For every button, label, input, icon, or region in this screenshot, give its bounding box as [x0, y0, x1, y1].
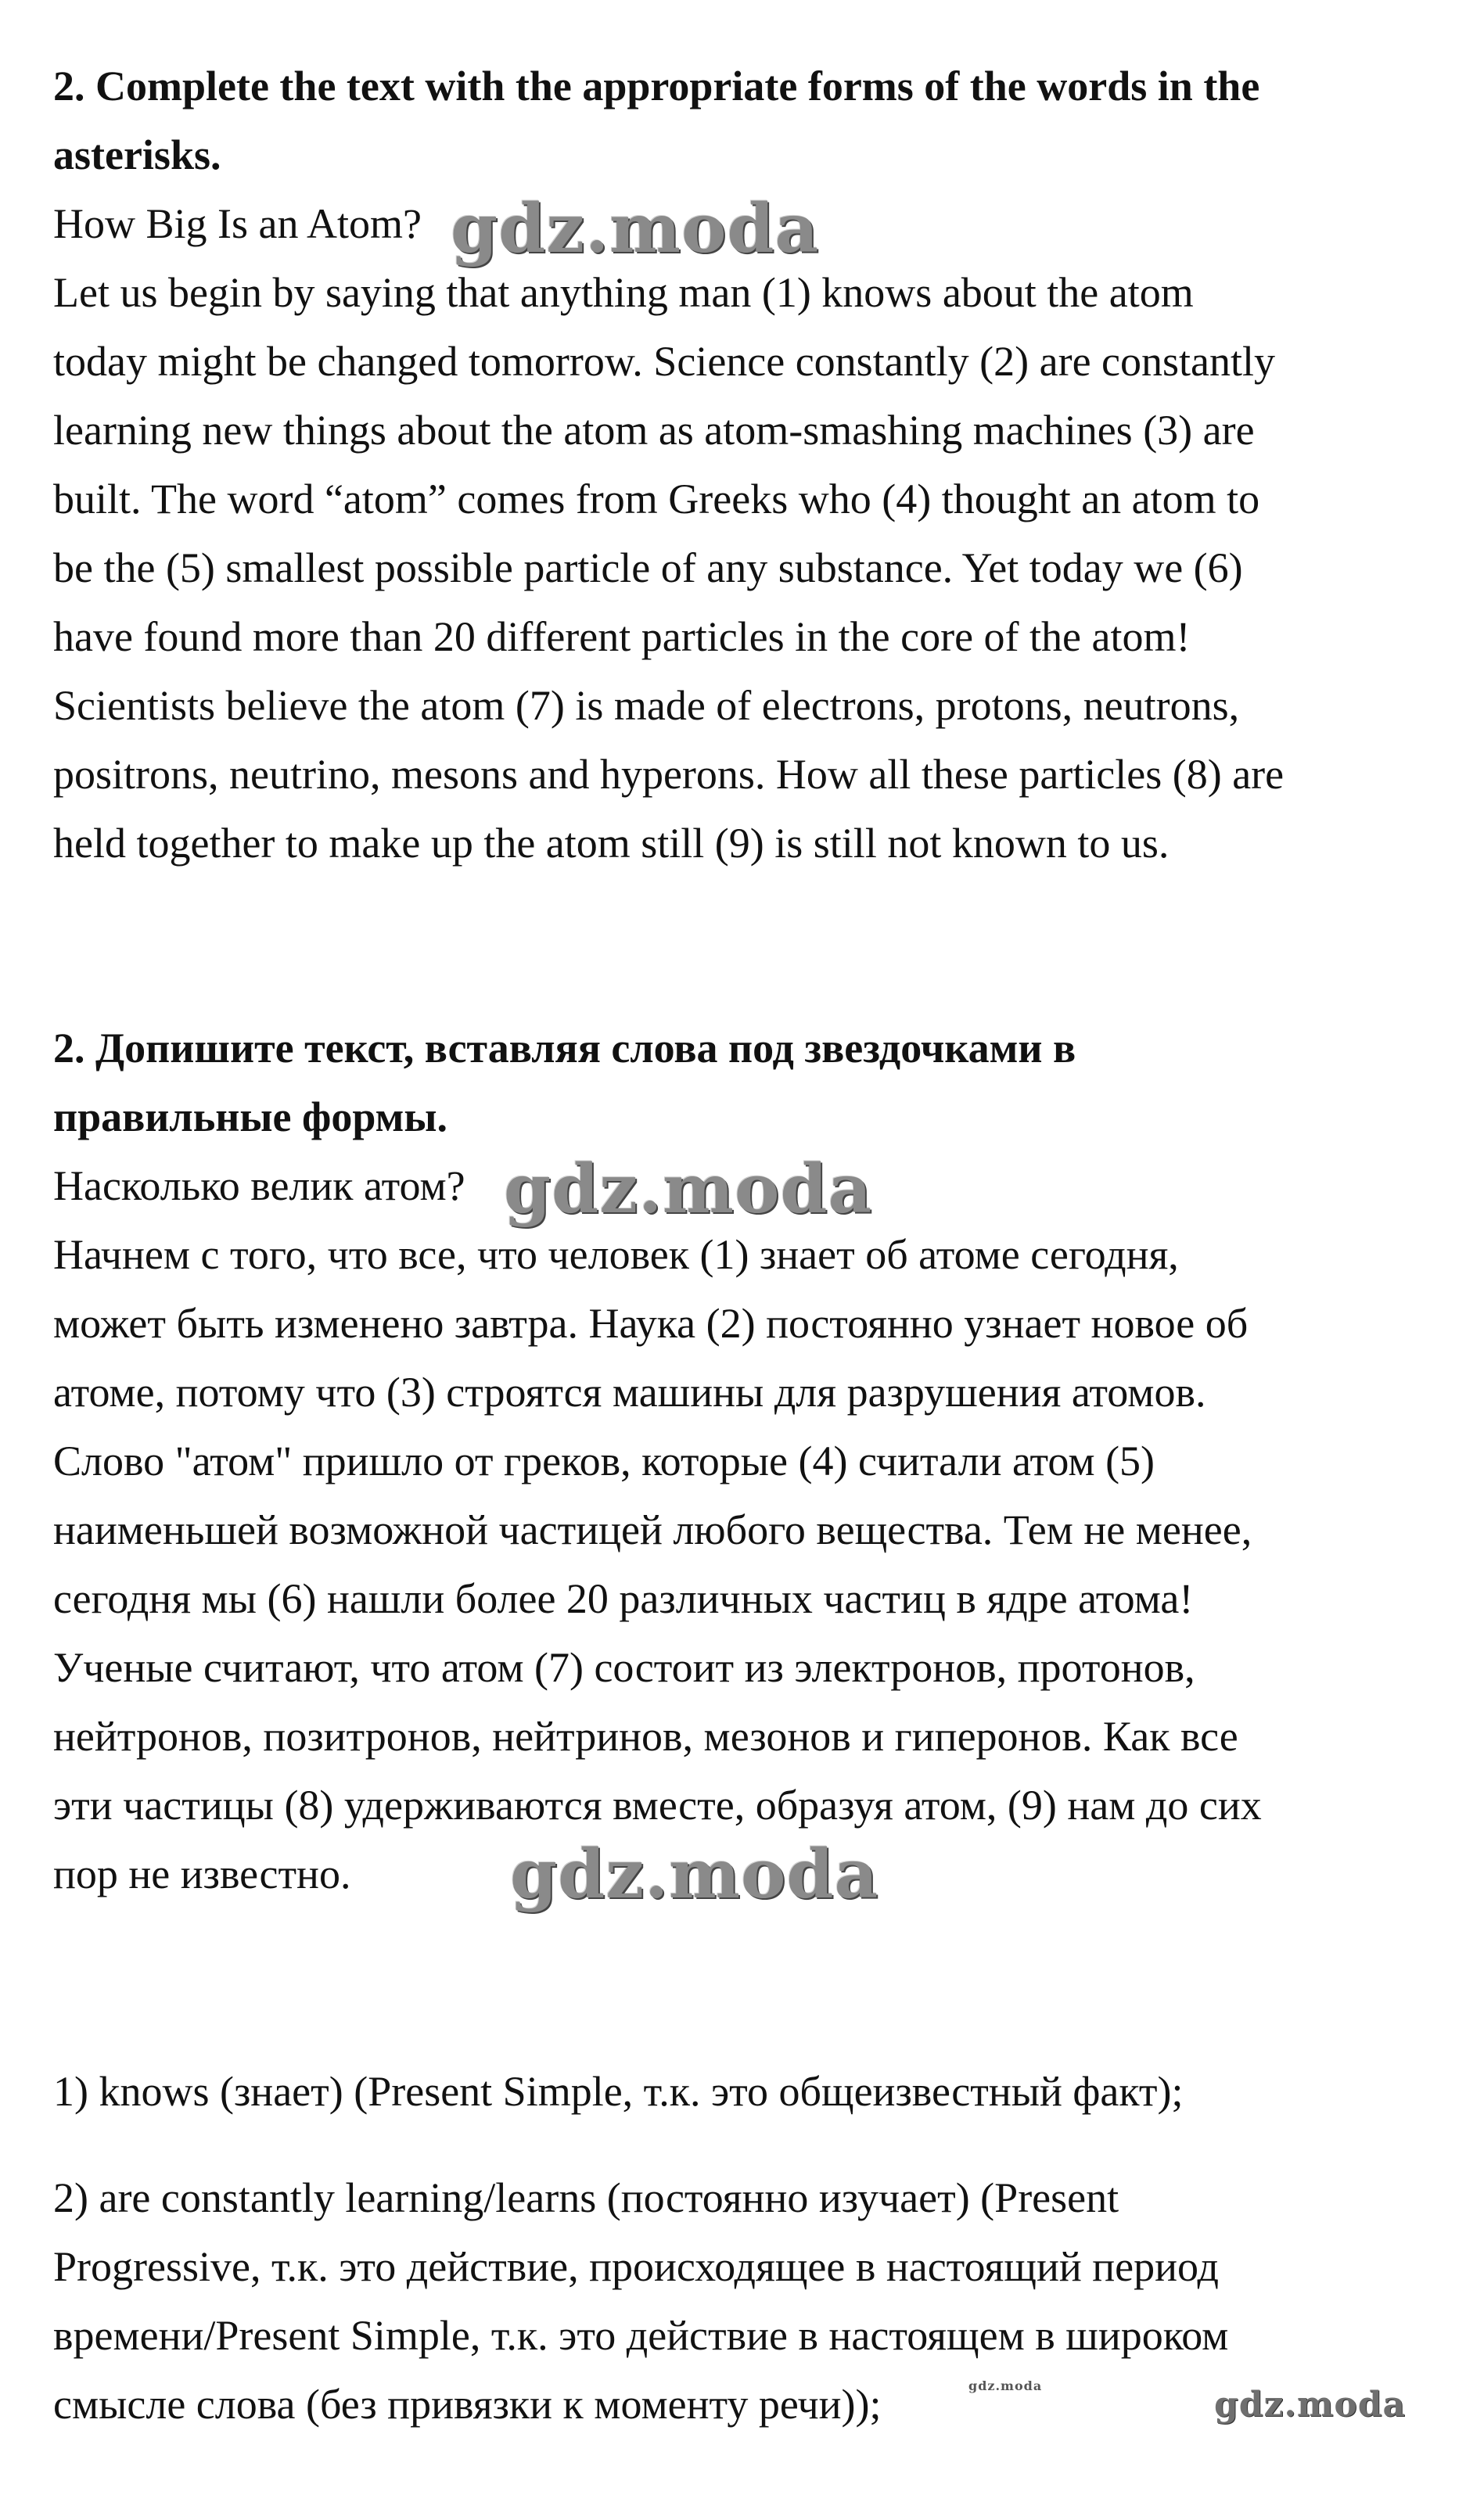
russian-line: атоме, потому что (3) строятся машины для разрушения атомов. [53, 1369, 1206, 1416]
watermark-logo: gdz.moda [510, 1835, 879, 1914]
english-line: built. The word “atom” comes from Greeks who (4) thought an atom to [53, 476, 1260, 522]
english-line: learning new things about the atom as atom-smashing machines (3) are [53, 407, 1255, 454]
russian-line: нейтронов, позитронов, нейтринов, мезонов и гиперонов. Как все [53, 1713, 1238, 1760]
russian-line: Начнем с того, что все, что человек (1) знает об атоме сегодня, [53, 1231, 1179, 1278]
watermark-logo-small: gdz.moda [968, 2378, 1043, 2393]
russian-line: может быть изменено завтра. Наука (2) постоянно узнает новое об [53, 1300, 1249, 1347]
russian-line: Слово "атом" пришло от греков, которые (4) считали атом (5) [53, 1438, 1155, 1484]
english-subtitle: How Big Is an Atom? [53, 200, 422, 247]
answer-item-2-line: времени/Present Simple, т.к. это действие в настоящем в широком [53, 2312, 1229, 2359]
english-line: held together to make up the atom still (9) is still not known to us. [53, 820, 1170, 867]
russian-line: пор не известно. [53, 1851, 351, 1897]
english-line: be the (5) smallest possible particle of any substance. Yet today we (6) [53, 544, 1243, 591]
watermark-logo: gdz.moda [1214, 2385, 1407, 2425]
russian-subtitle: Насколько велик атом? [53, 1162, 465, 1209]
russian-heading-line1: 2. Допишите текст, вставляя слова под звездочками в [53, 1025, 1076, 1072]
answer-item-1: 1) knows (знает) (Present Simple, т.к. это общеизвестный факт); [53, 2068, 1184, 2115]
english-line: Let us begin by saying that anything man (1) knows about the atom [53, 269, 1194, 316]
russian-heading-line2: правильные формы. [53, 1093, 448, 1140]
russian-line: Ученые считают, что атом (7) состоит из электронов, протонов, [53, 1644, 1195, 1691]
answer-item-2-line: Progressive, т.к. это действие, происходящее в настоящий период [53, 2243, 1219, 2290]
english-heading-line1: 2. Complete the text with the appropriate forms of the words in the [53, 63, 1260, 109]
russian-line: наименьшей возможной частицей любого вещества. Тем не менее, [53, 1506, 1252, 1553]
english-line: Scientists believe the atom (7) is made of electrons, protons, neutrons, [53, 682, 1240, 729]
russian-line: сегодня мы (6) нашли более 20 различных частиц в ядре атома! [53, 1575, 1194, 1622]
russian-line: эти частицы (8) удерживаются вместе, образуя атом, (9) нам до сих [53, 1782, 1262, 1829]
english-line: today might be changed tomorrow. Science constantly (2) are constantly [53, 338, 1276, 385]
watermark-logo: gdz.moda [451, 189, 820, 268]
english-line: have found more than 20 different particles in the core of the atom! [53, 613, 1191, 660]
answer-item-2-line: смысле слова (без привязки к моменту речи)); [53, 2381, 882, 2428]
english-line: positrons, neutrino, mesons and hyperons. How all these particles (8) are [53, 751, 1285, 798]
watermark-logo: gdz.moda [504, 1150, 873, 1229]
english-heading-line2: asterisks. [53, 131, 221, 178]
answer-item-2-line: 2) are constantly learning/learns (постоянно изучает) (Present [53, 2174, 1119, 2221]
